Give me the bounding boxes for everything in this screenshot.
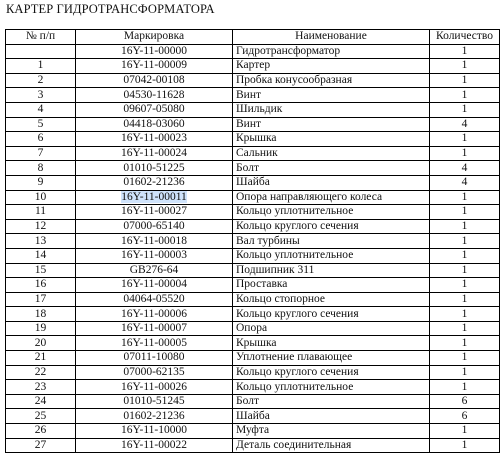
cell-marking: 16Y-11-00005 [76,336,233,351]
cell-quantity: 6 [430,409,500,424]
cell-name: Кольцо круглого сечения [233,219,430,234]
table-row [6,102,500,117]
cell-marking: 16Y-11-00023 [76,132,233,147]
cell-number: 5 [6,117,76,132]
cell-number: 27 [6,438,76,453]
table-row [6,88,500,103]
cell-quantity: 4 [430,175,500,190]
cell-quantity: 1 [430,438,500,453]
cell-name: Шильдик [233,102,430,117]
cell-marking: 16Y-11-00026 [76,380,233,395]
cell-quantity: 1 [430,365,500,380]
cell-marking: GB276-64 [76,263,233,278]
cell-marking: 16Y-11-00024 [76,146,233,161]
cell-number: 24 [6,394,76,409]
cell-number: 15 [6,263,76,278]
cell-marking: 04418-03060 [76,117,233,132]
cell-quantity: 1 [430,59,500,74]
cell-marking: 16Y-11-00027 [76,205,233,220]
cell-marking: 16Y-11-00007 [76,321,233,336]
cell-name: Муфта [233,424,430,439]
table-row [6,424,500,439]
cell-name: Крышка [233,132,430,147]
cell-name: Кольцо стопорное [233,292,430,307]
cell-marking: 16Y-11-00003 [76,248,233,263]
cell-number: 22 [6,365,76,380]
table-row [6,132,500,147]
cell-quantity: 1 [430,278,500,293]
cell-quantity: 1 [430,44,500,59]
cell-quantity: 1 [430,351,500,366]
cell-number [6,44,76,59]
cell-name: Вал турбины [233,234,430,249]
table-row [6,161,500,176]
cell-marking: 16Y-11-00000 [76,44,233,59]
cell-number: 19 [6,321,76,336]
table-row [6,73,500,88]
cell-marking: 07000-62135 [76,365,233,380]
page-title: КАРТЕР ГИДРОТРАНСФОРМАТОРА [6,2,215,16]
cell-number: 8 [6,161,76,176]
cell-name: Опора [233,321,430,336]
header-name: Наименование [233,30,430,45]
cell-quantity: 1 [430,205,500,220]
cell-marking: 07011-10080 [76,351,233,366]
cell-name: Болт [233,394,430,409]
cell-quantity: 1 [430,190,500,205]
cell-number: 20 [6,336,76,351]
cell-quantity: 1 [430,219,500,234]
table-row [6,380,500,395]
cell-quantity: 1 [430,424,500,439]
cell-marking: 01010-51225 [76,161,233,176]
cell-quantity: 1 [430,336,500,351]
table-row [6,351,500,366]
cell-name: Кольцо круглого сечения [233,307,430,322]
cell-quantity: 1 [430,132,500,147]
table-row [6,59,500,74]
cell-name: Сальник [233,146,430,161]
cell-quantity: 1 [430,292,500,307]
table-row [6,234,500,249]
cell-name: Кольцо уплотнительное [233,205,430,220]
table-row [6,394,500,409]
table-row [6,409,500,424]
cell-marking: 16Y-11-00018 [76,234,233,249]
table-row [6,321,500,336]
table-row [6,146,500,161]
cell-number: 4 [6,102,76,117]
cell-name: Шайба [233,175,430,190]
cell-number: 3 [6,88,76,103]
cell-marking: 01602-21236 [76,175,233,190]
cell-number: 9 [6,175,76,190]
cell-quantity: 1 [430,234,500,249]
cell-marking: 16Y-11-00022 [76,438,233,453]
table-row [6,44,500,59]
table-row [6,219,500,234]
cell-marking: 01602-21236 [76,409,233,424]
cell-number: 13 [6,234,76,249]
cell-marking: 16Y-11-00009 [76,59,233,74]
cell-number: 12 [6,219,76,234]
cell-number: 16 [6,278,76,293]
header-number: № п/п [6,30,76,45]
cell-marking: 16Y-11-10000 [76,424,233,439]
cell-name: Деталь соединительная [233,438,430,453]
cell-quantity: 1 [430,102,500,117]
cell-name: Винт [233,88,430,103]
cell-number: 21 [6,351,76,366]
cell-number: 1 [6,59,76,74]
table-row [6,248,500,263]
header-quantity: Количество [430,30,500,45]
cell-name: Крышка [233,336,430,351]
cell-marking: 09607-05080 [76,102,233,117]
cell-name: Гидротрансформатор [233,44,430,59]
cell-quantity: 6 [430,394,500,409]
cell-name: Проставка [233,278,430,293]
cell-number: 26 [6,424,76,439]
cell-marking: 07042-00108 [76,73,233,88]
header-marking: Маркировка [76,30,233,45]
cell-quantity: 1 [430,307,500,322]
table-row [6,175,500,190]
cell-marking: 16Y-11-00004 [76,278,233,293]
cell-name: Подшипник 311 [233,263,430,278]
cell-number: 6 [6,132,76,147]
cell-quantity: 1 [430,263,500,278]
cell-name: Болт [233,161,430,176]
cell-name: Кольцо круглого сечения [233,365,430,380]
cell-number: 2 [6,73,76,88]
cell-number: 10 [6,190,76,205]
cell-quantity: 4 [430,117,500,132]
cell-name: Картер [233,59,430,74]
cell-number: 14 [6,248,76,263]
selected-marking-text[interactable]: 16Y-11-00011 [121,190,187,203]
table-row [6,117,500,132]
cell-quantity: 1 [430,321,500,336]
cell-number: 11 [6,205,76,220]
table-row [6,307,500,322]
table-row [6,263,500,278]
cell-name: Уплотнение плавающее [233,351,430,366]
cell-quantity: 4 [430,161,500,176]
cell-name: Шайба [233,409,430,424]
table-header-row [6,30,500,45]
cell-number: 7 [6,146,76,161]
cell-marking: 04064-05520 [76,292,233,307]
table-row [6,336,500,351]
cell-name: Кольцо уплотнительное [233,248,430,263]
cell-number: 25 [6,409,76,424]
cell-marking: 16Y-11-00006 [76,307,233,322]
cell-quantity: 1 [430,146,500,161]
cell-marking: 07000-65140 [76,219,233,234]
cell-number: 18 [6,307,76,322]
cell-name: Винт [233,117,430,132]
cell-name: Кольцо уплотнительное [233,380,430,395]
cell-quantity: 1 [430,88,500,103]
parts-table [5,29,500,453]
cell-quantity: 1 [430,73,500,88]
table-row [6,438,500,453]
cell-name: Пробка конусообразная [233,73,430,88]
cell-marking [76,190,233,205]
table-row [6,190,500,205]
cell-number: 17 [6,292,76,307]
table-row [6,292,500,307]
cell-number: 23 [6,380,76,395]
table-row [6,205,500,220]
cell-name: Опора направляющего колеса [233,190,430,205]
cell-marking: 04530-11628 [76,88,233,103]
cell-quantity: 1 [430,380,500,395]
table-row [6,365,500,380]
cell-quantity: 1 [430,248,500,263]
table-row [6,278,500,293]
cell-marking: 01010-51245 [76,394,233,409]
table-body [6,44,500,453]
